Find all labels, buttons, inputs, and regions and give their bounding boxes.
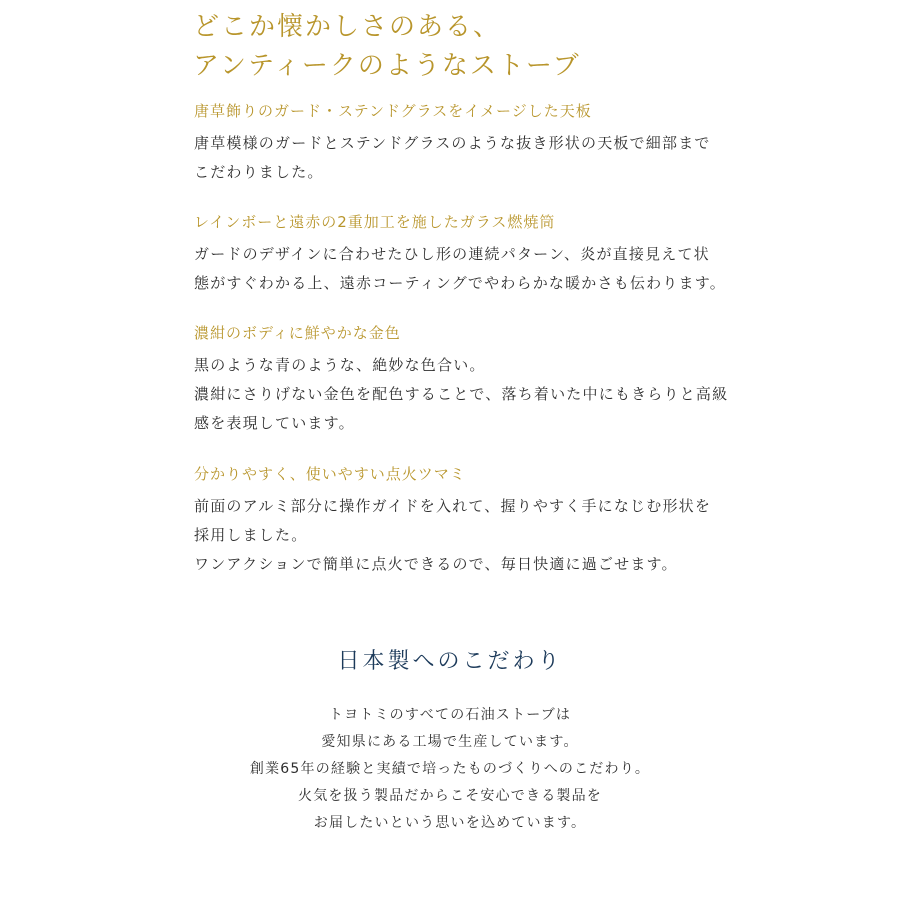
- made-in-japan-line: 火気を扱う製品だからこそ安心できる製品を: [298, 788, 602, 804]
- feature-glass-chimney: [194, 212, 754, 298]
- feature-description-line: 濃紺にさりげない金色を配色することで、落ち着いた中にもきらりと高級: [194, 385, 729, 403]
- feature-description-line: 態がすぐわかる上、遠赤コーティングでやわらかな暖かさも伝わります。: [194, 274, 726, 292]
- feature-navy-gold-body: [194, 323, 754, 438]
- made-in-japan-description: [0, 702, 900, 837]
- made-in-japan-line: トヨトミのすべての石油ストーブは: [328, 707, 572, 723]
- made-in-japan-section: [0, 645, 900, 837]
- feature-description-line: 前面のアルミ部分に操作ガイドを入れて、握りやすく手になじむ形状を: [194, 497, 712, 515]
- feature-title: 分かりやすく、使いやすい点火ツマミ: [194, 465, 466, 483]
- feature-description-line: 黒のような青のような、絶妙な色合い。: [194, 356, 486, 374]
- feature-description: [194, 240, 754, 298]
- headline-line-2: アンティークのようなストーブ: [193, 51, 581, 81]
- feature-guard-top-plate: [194, 101, 754, 187]
- made-in-japan-line: お届したいという思いを込めています。: [313, 815, 587, 831]
- made-in-japan-line: 愛知県にある工場で生産しています。: [321, 734, 579, 750]
- feature-description: [194, 351, 754, 438]
- feature-description-line: ワンアクションで簡単に点火できるので、毎日快適に過ごせます。: [194, 555, 678, 573]
- feature-ignition-knob: [194, 464, 754, 579]
- feature-description-line: 唐草模様のガードとステンドグラスのような抜き形状の天板で細部まで: [194, 134, 711, 152]
- feature-description-line: ガードのデザインに合わせたひし形の連続パターン、炎が直接見えて状: [194, 245, 710, 263]
- feature-title: レインボーと遠赤の2重加工を施したガラス燃焼筒: [194, 213, 556, 231]
- feature-description-line: 採用しました。: [194, 526, 308, 544]
- feature-description: [194, 129, 754, 187]
- made-in-japan-line: 創業65年の経験と実績で培ったものづくりへのこだわり。: [249, 761, 651, 777]
- feature-title: 濃紺のボディに鮮やかな金色: [194, 324, 401, 342]
- made-in-japan-title: 日本製へのこだわり: [337, 649, 563, 674]
- feature-description: [194, 492, 754, 579]
- feature-description-line: こだわりました。: [194, 163, 324, 181]
- feature-description-line: 感を表現しています。: [194, 414, 355, 432]
- headline: [193, 8, 581, 86]
- headline-line-1: どこか懐かしさのある、: [193, 12, 502, 42]
- feature-title: 唐草飾りのガード・ステンドグラスをイメージした天板: [194, 102, 592, 120]
